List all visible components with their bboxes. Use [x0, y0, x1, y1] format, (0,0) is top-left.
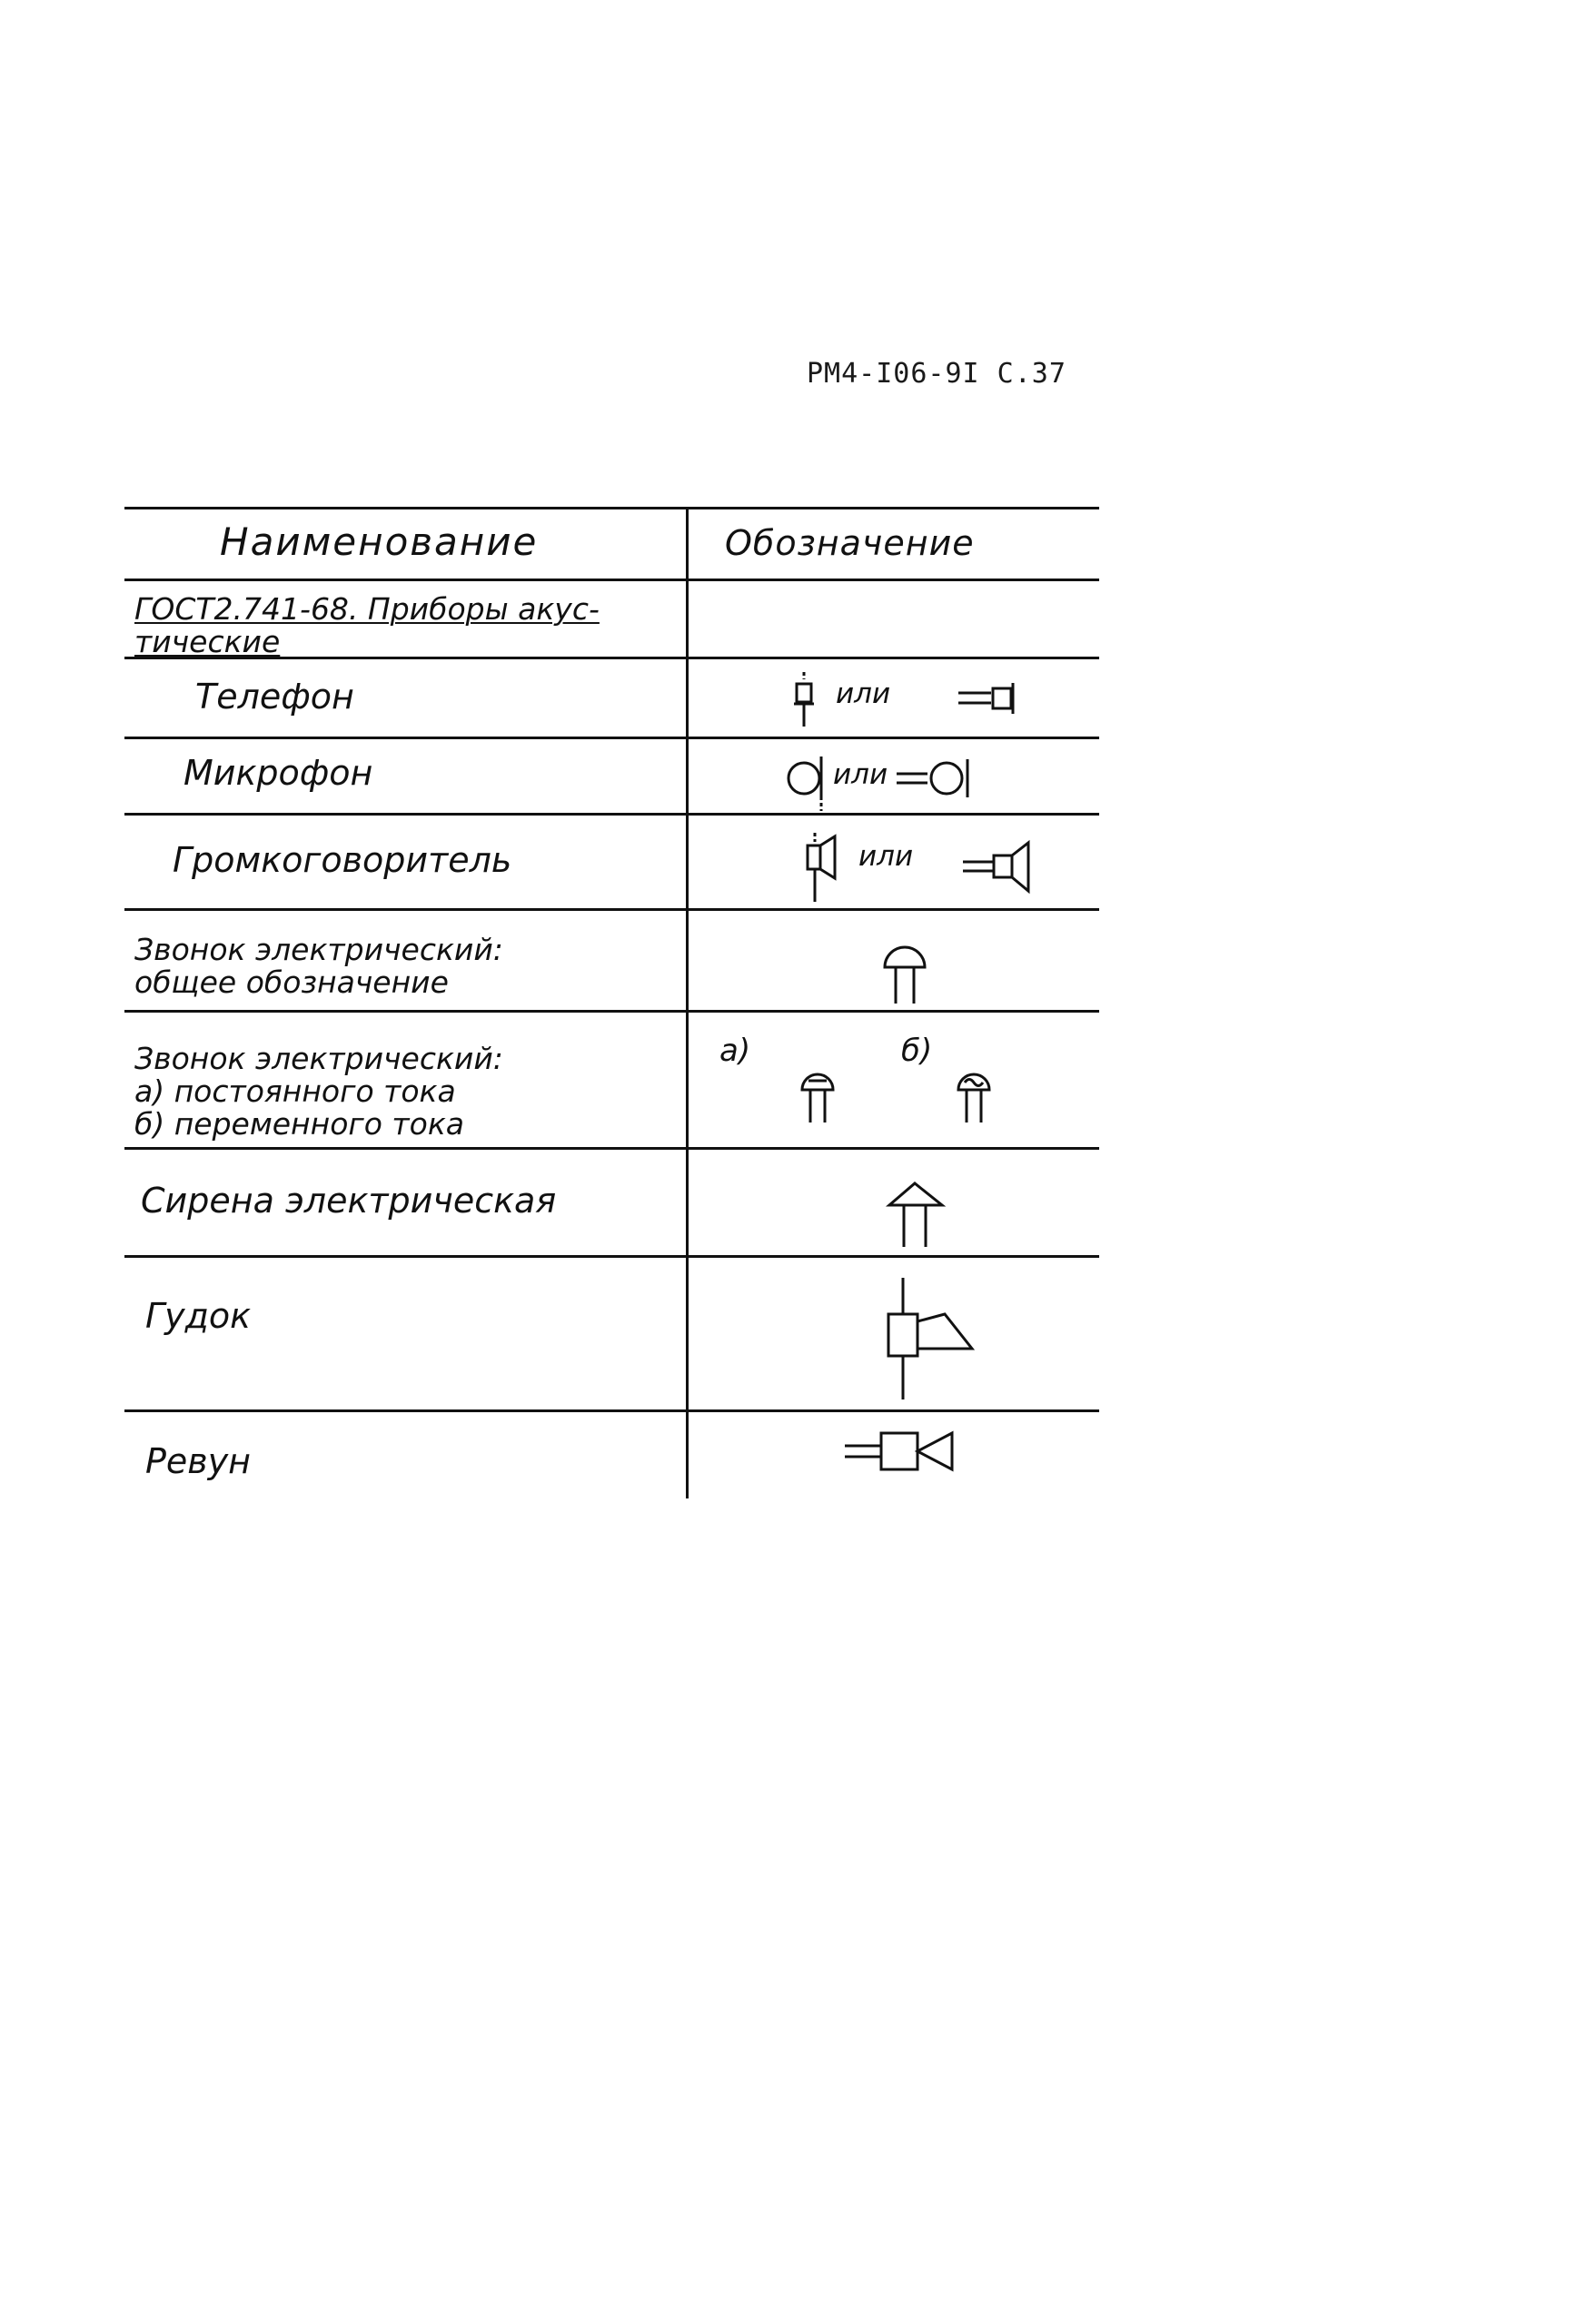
electric-bell-icon: [879, 938, 930, 1007]
row-name-line: общее обозначение: [134, 964, 449, 1000]
symbol-cell-horn: [881, 1278, 981, 1405]
microphone-horizontal-icon: [897, 756, 987, 801]
or-word-label: или: [858, 840, 914, 873]
row-name-bell-types: [134, 1043, 503, 1141]
row-rule-loudspeaker: [124, 908, 1099, 911]
column-header-name: Наименование: [220, 519, 539, 564]
horn-icon: [881, 1278, 981, 1405]
table-column-divider: [686, 507, 689, 1498]
symbol-cell-loudspeaker: [804, 833, 1095, 905]
standard-section-heading: [134, 593, 600, 658]
or-word-label: или: [833, 758, 888, 791]
variant-label-b: б): [901, 1033, 933, 1069]
row-rule-siren: [124, 1255, 1099, 1258]
row-rule-bell-types: [124, 1147, 1099, 1150]
symbol-cell-bell-general: [879, 938, 934, 1007]
table-top-rule: [124, 507, 1099, 509]
telephone-horizontal-icon: [958, 679, 1022, 719]
dc-bell-icon: [798, 1064, 838, 1128]
howler-icon: [845, 1426, 981, 1480]
symbol-cell-siren: [886, 1178, 949, 1251]
row-rule-microphone: [124, 813, 1099, 816]
symbol-cell-bell-types: [719, 1035, 1083, 1144]
variant-label-a: а): [719, 1033, 751, 1069]
row-rule-horn: [124, 1409, 1099, 1412]
acoustic-devices-table: [118, 495, 1108, 1508]
header-bottom-rule: [124, 579, 1099, 581]
document-code: РМ4-I06-9I С.37: [807, 358, 1066, 390]
ac-bell-icon: [954, 1064, 994, 1128]
section-heading-line: тические: [134, 624, 281, 659]
row-name-bell-general: [134, 934, 503, 999]
row-name-line: б) переменного тока: [134, 1106, 464, 1142]
symbol-cell-telephone: [790, 672, 1063, 730]
row-name-line: а) постоянного тока: [134, 1073, 456, 1109]
loudspeaker-horizontal-icon: [963, 840, 1045, 895]
row-name-telephone: Телефон: [195, 677, 354, 717]
loudspeaker-vertical-icon: [804, 833, 840, 905]
telephone-vertical-icon: [790, 672, 818, 730]
section-heading-line: ГОСТ2.741-68. Приборы акус-: [134, 591, 600, 627]
or-word-label: или: [836, 677, 891, 710]
row-name-howler: Ревун: [145, 1441, 252, 1481]
symbol-cell-howler: [845, 1426, 981, 1480]
row-rule-telephone: [124, 737, 1099, 739]
row-rule-bell-general: [124, 1010, 1099, 1013]
column-header-symbol: Обозначение: [725, 523, 975, 563]
row-name-horn: Гудок: [145, 1296, 252, 1336]
row-name-siren: Сирена электрическая: [141, 1181, 557, 1221]
row-name-line: Звонок электрический:: [134, 932, 503, 967]
row-name-line: Звонок электрический:: [134, 1041, 503, 1076]
electric-siren-icon: [886, 1178, 949, 1251]
symbol-cell-microphone: [786, 749, 1076, 813]
microphone-vertical-icon: [786, 749, 831, 813]
row-name-microphone: Микрофон: [183, 753, 373, 793]
row-name-loudspeaker: Громкоговоритель: [173, 840, 512, 880]
